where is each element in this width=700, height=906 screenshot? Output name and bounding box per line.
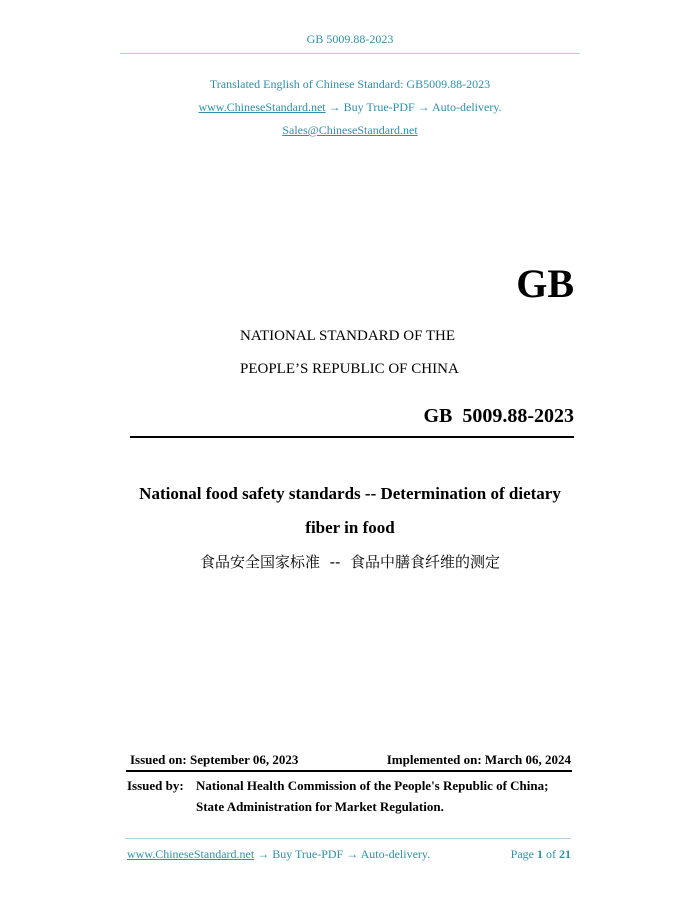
footer-site-link[interactable]: www.ChineseStandard.net: [127, 847, 255, 861]
page-indicator: [470, 847, 571, 862]
standard-number: GB 5009.88-2023: [423, 405, 574, 427]
footer-buy-pdf-text: Buy True-PDF: [272, 847, 344, 861]
page-number: 1: [537, 847, 543, 861]
arrow-right-icon: →: [346, 847, 359, 861]
header-divider: [120, 53, 580, 54]
footer-links: [127, 847, 430, 862]
title-rule: [130, 436, 574, 438]
of-word: of: [546, 847, 556, 861]
buy-pdf-text: Buy True-PDF: [343, 100, 415, 114]
footer-auto-delivery-text: Auto-delivery.: [360, 847, 431, 861]
issuer-line-1: National Health Commission of the People's Republic of China;: [196, 778, 549, 793]
running-header: GB 5009.88-2023: [306, 32, 394, 46]
issued-on-date: Issued on: September 06, 2023: [130, 752, 299, 767]
national-standard-line-2: PEOPLE’S REPUBLIC OF CHINA: [240, 361, 459, 377]
title-english-line-1: National food safety standards -- Determination of dietary: [139, 484, 561, 503]
auto-delivery-text: Auto-delivery.: [432, 100, 502, 114]
issuer-line-2: State Administration for Market Regulation.: [196, 799, 444, 814]
implemented-on-date: Implemented on: March 06, 2024: [386, 752, 571, 767]
site-link[interactable]: www.ChineseStandard.net: [198, 100, 326, 114]
arrow-right-icon: →: [257, 847, 270, 861]
arrow-right-icon: →: [328, 100, 341, 114]
arrow-right-icon: →: [417, 100, 430, 114]
footer-divider: [125, 838, 571, 839]
issued-by-label: Issued by:: [127, 778, 184, 793]
banner-links-line: [0, 100, 700, 115]
title-english-line-2: fiber in food: [305, 518, 395, 537]
title-chinese: 食品安全国家标准 -- 食品中膳食纤维的测定: [200, 553, 500, 571]
page-total: 21: [559, 847, 571, 861]
gb-logo: GB: [516, 261, 574, 306]
page-word: Page: [510, 847, 534, 861]
translation-notice: Translated English of Chinese Standard: GB5009.88-2023: [209, 77, 491, 91]
national-standard-line-1: NATIONAL STANDARD OF THE: [240, 328, 456, 344]
dates-rule: [126, 770, 572, 772]
email-link[interactable]: Sales@ChineseStandard.net: [282, 123, 418, 137]
